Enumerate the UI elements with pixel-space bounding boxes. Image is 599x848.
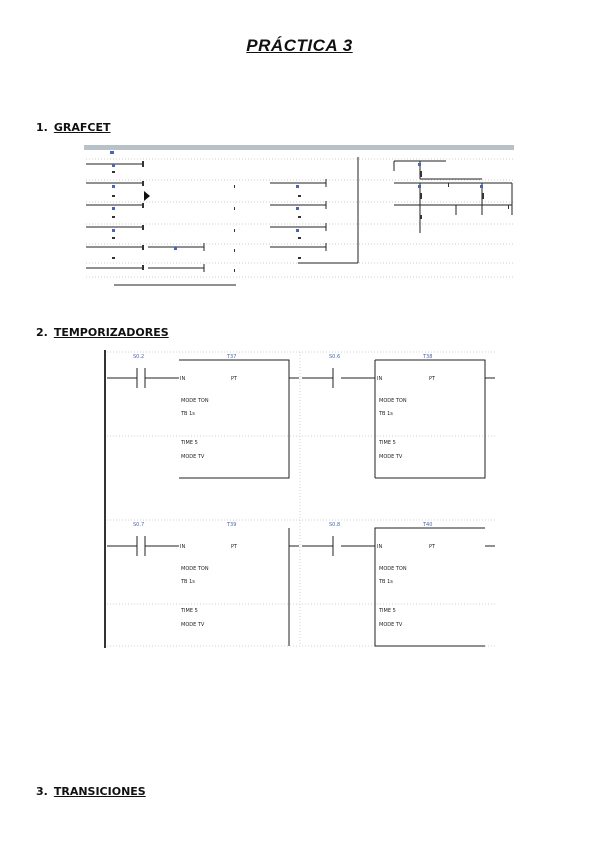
timer-modify: MODE TV xyxy=(181,622,205,628)
timer-block-t39 xyxy=(107,522,299,646)
timer-mode: MODE TON xyxy=(181,566,209,572)
timer-mode: MODE TON xyxy=(379,398,407,404)
timer-time: TIME 5 xyxy=(181,440,198,446)
timer-timebase: TB 1s xyxy=(181,411,195,417)
section-label: TRANSICIONES xyxy=(53,785,146,798)
timer-modify: MODE TV xyxy=(379,622,403,628)
grid-lines xyxy=(107,352,495,646)
rungs xyxy=(86,157,358,285)
timer-time: TIME 5 xyxy=(181,608,198,614)
timer-param-label: PT xyxy=(231,376,238,382)
timer-block-t38 xyxy=(302,354,495,478)
section-heading-grafcet xyxy=(36,121,110,134)
branch-right xyxy=(394,161,512,233)
timer-time: TIME 5 xyxy=(379,608,396,614)
contact-address: S0.2 xyxy=(133,354,145,360)
timer-address: T38 xyxy=(423,354,433,360)
section-heading-transiciones xyxy=(36,785,146,798)
page-title: PRÁCTICA 3 xyxy=(246,36,353,55)
timer-param-label: PT xyxy=(429,376,436,382)
timer-timebase: TB 1s xyxy=(379,579,393,585)
contact-address: S0.8 xyxy=(329,522,341,528)
timer-mode: MODE TON xyxy=(379,566,407,572)
grafcet-ladder-figure xyxy=(84,143,516,291)
timer-input-label: IN xyxy=(377,376,383,382)
timer-timebase: TB 1s xyxy=(379,411,393,417)
contact-markers xyxy=(112,161,509,272)
timer-input-label: IN xyxy=(180,544,186,550)
section-number: 2. xyxy=(36,326,48,339)
timer-modify: MODE TV xyxy=(379,454,403,460)
section-number: 1. xyxy=(36,121,48,134)
section-heading-temporizadores xyxy=(36,326,169,339)
timer-mode: MODE TON xyxy=(181,398,209,404)
section-label: GRAFCET xyxy=(53,121,111,134)
timer-address: T39 xyxy=(227,522,237,528)
timer-address: T40 xyxy=(423,522,433,528)
figure-toolbar xyxy=(84,145,514,150)
timer-block-t40 xyxy=(302,522,495,646)
timer-address: T37 xyxy=(227,354,237,360)
section-label: TEMPORIZADORES xyxy=(53,326,169,339)
timer-modify: MODE TV xyxy=(181,454,205,460)
contact-address: S0.7 xyxy=(133,522,145,528)
timer-block-t37 xyxy=(107,354,299,478)
timer-param-label: PT xyxy=(429,544,436,550)
timer-input-label: IN xyxy=(180,376,186,382)
timer-input-label: IN xyxy=(377,544,383,550)
address-labels xyxy=(110,151,483,250)
timer-timebase: TB 1s xyxy=(181,579,195,585)
timer-time: TIME 5 xyxy=(379,440,396,446)
contact-address: S0.6 xyxy=(329,354,341,360)
timer-param-label: PT xyxy=(231,544,238,550)
section-number: 3. xyxy=(36,785,48,798)
step-arrow-icon xyxy=(144,191,150,201)
timers-ladder-figure xyxy=(103,350,497,650)
